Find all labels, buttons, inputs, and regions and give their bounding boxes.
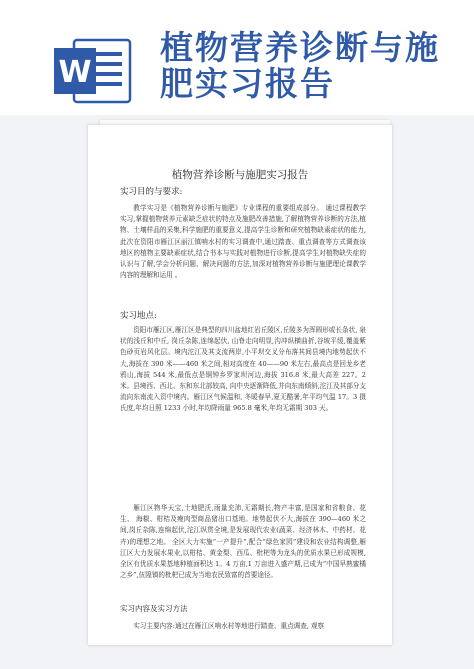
- document-banner: [0, 0, 474, 115]
- paragraph-purpose: 教学实习是《植物营养诊断与施肥》专业课程的重要组成部分。 通过课程教学实习,掌握植物营养元素缺乏症状的特点及施肥改善措施,了解植物营养诊断的方法,植物、土壤样品的采集,科学施肥的重要意义,提高学生诊断和研究植物缺素症状的能力,此次在资阳市雁江区丽江镇响水村的实习调查中,通过踏查、重点调查等方式调查该地区的植物主要缺素症状,结合书本与实践对植物进行诊断,提高学生对植物缺失症的认识与了解,学会分析问题、解决问题的方法,加深对植物营养诊断与施肥理论课教学内容的理解和运用 。: [120, 204, 366, 280]
- section-heading-method: 实习内容及实习方法: [120, 604, 188, 613]
- banner-title-line-2: 肥实习报告: [160, 64, 335, 103]
- paragraph-location-1: 资阳市雁江区,雁江区是典型的四川盆地红岩丘陵区,丘陵多为浑圆形或长条状, 泉状的浅丘和中丘, 岗丘杂陈,连绵起伏, 山脊走向明显,沟冲纵横曲折,谷坡平缓,覆盖紫色砂页岩风化层。境内沱江及其支流两岸,小平坝交叉分布落其间县境内地势起伏不大,海拔在 390 米——460 米之间,相对高度在 40——90 米左右,最高点是回龙乡老鸦山,海拔 544 米,最低点是铜钟乡罗家坝河边,海拔 316.8 米,最大高差 227。2 米。县境西、西北、东和东北部较高, 向中央逐渐降低,并向东南倾斜,沱江及其部分支流向东南流入资中境内。雁江区气候温和, 冬暖春早,夏无酷暑,年平均气温 17。3 摄氏度,年均日照 1233 小时,年均降雨量 965.8 毫米,年均无霜期 303 天。: [120, 326, 366, 413]
- section-heading-location: 实习地点:: [120, 311, 157, 321]
- banner-title-line-1: 植物营养诊断与施: [160, 28, 440, 67]
- document-page[interactable]: [88, 125, 392, 645]
- word-icon: [52, 36, 134, 106]
- paragraph-method: 实习主要内容:通过在雁江区响水村等地进行踏查、重点调查, 观察: [133, 622, 325, 630]
- section-heading-purpose: 实习目的与要求:: [120, 187, 183, 197]
- paragraph-location-2: 雁江区物华天宝,土地肥沃,雨量充沛,无霜期长,物产丰富,是国家和省粮食、花生、 海椒、柑桔及瘦肉型商品猪出口基地。地势起伏不大,海拔在 390—460 米之间,岗丘杂陈,连绵起伏,沱江纵贯全境,是发展现代农业(蔬菜、经济林木、中药材、花卉)的理想之地。 全区大力实施“一产提升”,配合“绿色家园”建设和农业结构调整,雁江区大力发展水果业,以柑桔、黄金梨、西瓜、枇杷等为龙头的优质水果已形成规模,全区有优质水果基地种植面积达 1。4 万亩,1 万亩进入盛产期,已成为“中国早熟蜜橘之乡”,伍隍镇的枇杷已成为当地农民致富的首要途径。: [120, 504, 366, 580]
- word-icon-letter: W: [58, 55, 92, 90]
- document-title: 植物营养诊断与施肥实习报告: [171, 169, 309, 181]
